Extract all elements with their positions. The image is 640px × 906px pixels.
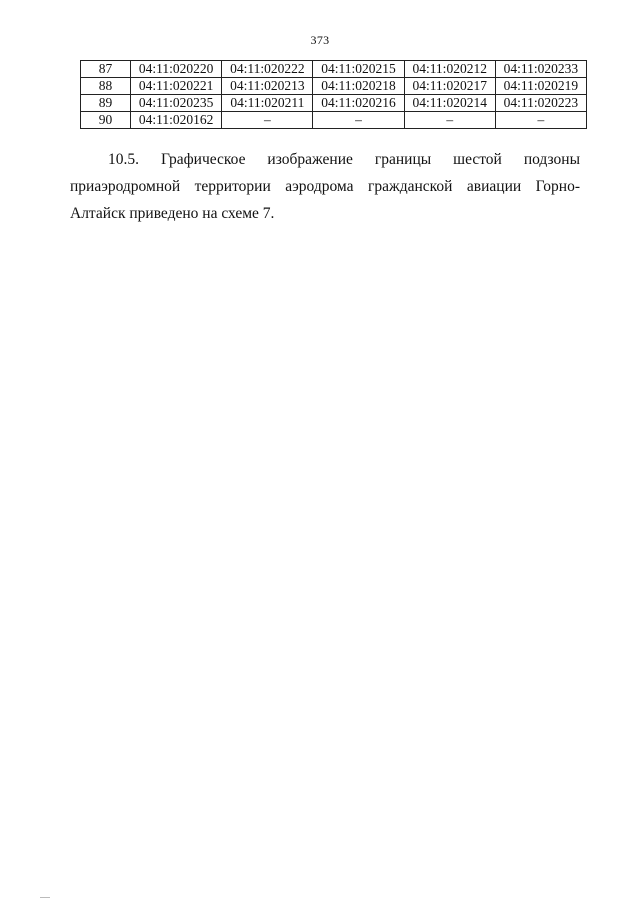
code-cell: – (404, 112, 495, 129)
code-cell: 04:11:020162 (131, 112, 222, 129)
body-paragraph: 10.5. Графическое изображение границы шестой подзоны приаэродромной территории аэродрома гражданской авиации Горно-Алтайск приведено на схеме 7. (70, 151, 580, 222)
code-cell: 04:11:020233 (495, 61, 586, 78)
code-cell: 04:11:020221 (131, 78, 222, 95)
code-cell: – (222, 112, 313, 129)
code-cell: 04:11:020215 (313, 61, 404, 78)
table-row (81, 95, 587, 112)
row-number-cell: 90 (81, 112, 131, 129)
code-cell: 04:11:020218 (313, 78, 404, 95)
scan-mark (40, 897, 50, 898)
code-cell: 04:11:020220 (131, 61, 222, 78)
code-cell: – (313, 112, 404, 129)
page-number: 373 (310, 33, 330, 47)
code-cell: – (495, 112, 586, 129)
table-row (81, 61, 587, 78)
row-number-cell: 89 (81, 95, 131, 112)
code-cell: 04:11:020216 (313, 95, 404, 112)
code-cell: 04:11:020212 (404, 61, 495, 78)
code-cell: 04:11:020213 (222, 78, 313, 95)
code-cell: 04:11:020222 (222, 61, 313, 78)
code-cell: 04:11:020223 (495, 95, 586, 112)
code-cell: 04:11:020235 (131, 95, 222, 112)
table-row (81, 112, 587, 129)
row-number-cell: 88 (81, 78, 131, 95)
row-number-cell: 87 (81, 61, 131, 78)
cadastral-table (80, 60, 587, 129)
code-cell: 04:11:020217 (404, 78, 495, 95)
code-cell: 04:11:020219 (495, 78, 586, 95)
code-cell: 04:11:020214 (404, 95, 495, 112)
table-row (81, 78, 587, 95)
code-cell: 04:11:020211 (222, 95, 313, 112)
